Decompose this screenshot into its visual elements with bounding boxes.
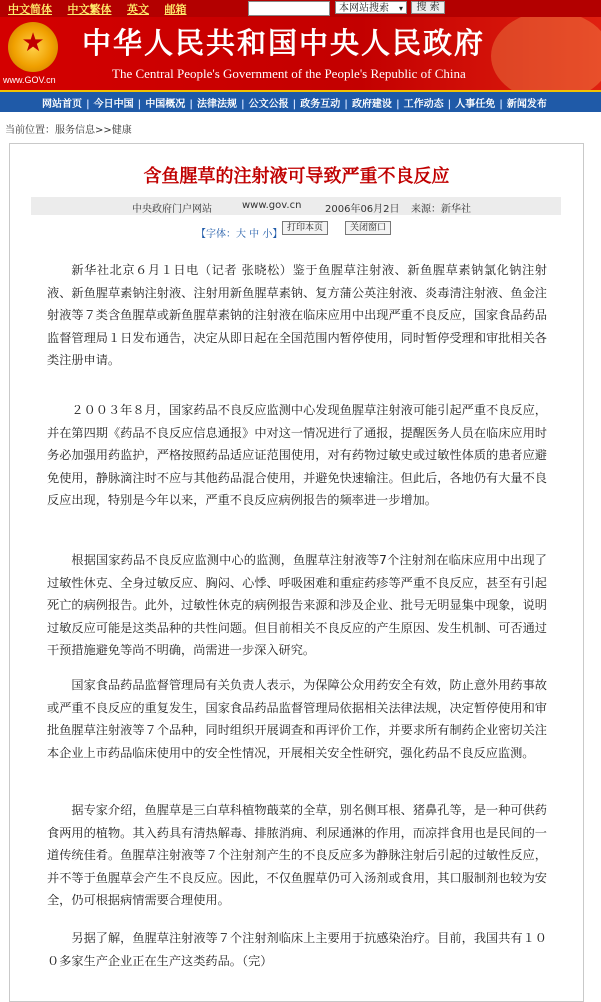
- link-traditional-chinese[interactable]: 中文繁体: [67, 3, 112, 16]
- nav-item-today-china[interactable]: 今日中国: [93, 99, 134, 110]
- nav-separator: |: [86, 99, 90, 110]
- breadcrumb-label: 当前位置：: [5, 125, 55, 136]
- link-english[interactable]: 英文: [127, 3, 149, 16]
- national-emblem-icon: ★: [8, 22, 58, 72]
- article-paragraph: 根据国家药品不良反应监测中心的监测，鱼腥草注射液等7个注射剂在临床应用中出现了过敏性休克、全身过敏反应、胸闷、心悸、呼吸困难和重症药疹等严重不良反应，甚至有引起死亡的病例报告。此外，过敏性休克的病例报告来源和涉及企业、批号无明显集中现象，说明过敏反应可能是这类品种的共性问题。但目前相关不良反应的产生原因、发生机制、可否通过干预措施避免等尚不明确，尚需进一步深入研究。: [47, 553, 547, 657]
- article-paragraph: 另据了解，鱼腥草注射液等７个注射剂临床上主要用于抗感染治疗。目前，我国共有１００多家生产企业正在生产这类药品。（完）: [47, 931, 547, 968]
- nav-separator: |: [240, 99, 245, 110]
- nav-item-documents[interactable]: 公文公报: [248, 99, 289, 110]
- print-button[interactable]: 打印本页: [282, 221, 328, 235]
- nav-separator: |: [499, 99, 503, 110]
- nav-separator: |: [137, 99, 142, 110]
- nav-item-interaction[interactable]: 政务互动: [300, 99, 341, 110]
- search-scope-select[interactable]: [335, 1, 407, 14]
- article-meta: [31, 197, 561, 215]
- breadcrumb: [5, 121, 132, 136]
- breadcrumb-item-service[interactable]: 服务信息: [55, 125, 95, 136]
- nav-separator: |: [395, 99, 400, 110]
- nav-separator: |: [344, 99, 348, 110]
- search-scope-value: 本网站搜索: [339, 3, 389, 14]
- nav-item-home[interactable]: 网站首页: [42, 99, 82, 110]
- nav-separator: |: [447, 99, 452, 110]
- article-date: 2006年06月2日: [325, 204, 400, 215]
- nav-item-gov-building[interactable]: 政府建设: [351, 99, 392, 110]
- chevron-down-icon: ▾: [398, 4, 403, 13]
- nav-item-work-news[interactable]: 工作动态: [403, 99, 444, 110]
- article-source: 中央政府门户网站: [132, 204, 212, 215]
- close-window-button[interactable]: 关闭窗口: [345, 221, 391, 235]
- site-title-cn: 中华人民共和国中央人民政府: [82, 26, 486, 60]
- nav-item-china-overview[interactable]: 中国概况: [145, 99, 186, 110]
- article-origin: 来源：新华社: [411, 204, 471, 215]
- header-decoration: [491, 17, 601, 90]
- language-links: [8, 1, 199, 17]
- search-button[interactable]: 搜 索: [411, 1, 445, 14]
- nav-item-press[interactable]: 新闻发布: [506, 99, 547, 110]
- nav-item-laws[interactable]: 法律法规: [196, 99, 237, 110]
- article-container: [9, 143, 584, 1002]
- site-url: www.GOV.cn: [3, 75, 56, 85]
- nav-separator: |: [189, 99, 193, 110]
- font-size-switcher[interactable]: 【字体：大 中 小】: [196, 229, 283, 240]
- article-paragraph: 国家食品药品监督管理局有关负责人表示，为保障公众用药安全有效，防止意外用药事故或严重不良反应的重复发生，国家食品药品监督管理局依据相关法律法规，决定暂停使用和审批鱼腥草注射液等７个品种，同时组织开展调查和再评价工作，并要求所有制药企业密切关注本企业上市药品临床使用中的安全性情况，开展相关安全性研究，强化药品不良反应监测。: [47, 678, 547, 760]
- article-paragraph: 据专家介绍，鱼腥草是三白草科植物蕺菜的全草，别名侧耳根、猪鼻孔等，是一种可供药食两用的植物。其入药具有清热解毒、排脓消痈、利尿通淋的作用，而凉拌食用也是民间的一道传统佳肴。鱼腥草注射液等７个注射剂产生的不良反应多为静脉注射后引起的过敏性反应，并不等于鱼腥草会产生不良反应。因此，不仅鱼腥草仍可入汤剂或食用，其口服制剂也较为安全，仍可根据病情需要合理使用。: [47, 803, 547, 907]
- nav-separator: |: [292, 99, 297, 110]
- article-paragraph: ２００３年８月，国家药品不良反应监测中心发现鱼腥草注射液可能引起严重不良反应，并在第四期《药品不良反应信息通报》中对这一情况进行了通报，提醒医务人员在临床应用时务必加强用药监护，严格按照药品适应证范围使用，对有药物过敏史或过敏性体质的患者应避免使用，静脉滴注时不应与其他药品混合使用，并避免快速输注。但此后，各地仍有大量不良反应出现，特别是今年以来，严重不良反应病例报告的频率进一步增加。: [47, 403, 547, 507]
- article-title: 含鱼腥草的注射液可导致严重不良反应: [143, 166, 450, 187]
- link-mailbox[interactable]: 邮箱: [164, 3, 187, 16]
- top-utility-bar: [0, 0, 601, 17]
- article-paragraph: 新华社北京６月１日电（记者 张晓松）鉴于鱼腥草注射液、新鱼腥草素钠氯化钠注射液、新鱼腥草素钠注射液、注射用新鱼腥草素钠、复方蒲公英注射液、炎毒清注射液、鱼金注射液等７类含鱼腥草或新鱼腥草素钠的注射液在临床应用中出现严重不良反应，国家食品药品监督管理局１日发布通告，决定从即日起在全国范围内暂停使用，同时暂停受理和审批相关各类注册申请。: [47, 263, 547, 367]
- article-site: www.gov.cn: [242, 200, 302, 211]
- main-nav: [0, 90, 601, 112]
- link-simplified-chinese[interactable]: 中文简体: [8, 3, 52, 16]
- breadcrumb-separator: >>: [95, 125, 112, 136]
- nav-item-appointments[interactable]: 人事任免: [455, 99, 496, 110]
- breadcrumb-item-health[interactable]: 健康: [111, 125, 132, 136]
- search-input[interactable]: [248, 1, 330, 16]
- site-title-en: The Central People's Government of the People's Republic of China: [112, 66, 466, 81]
- site-header: [0, 17, 601, 90]
